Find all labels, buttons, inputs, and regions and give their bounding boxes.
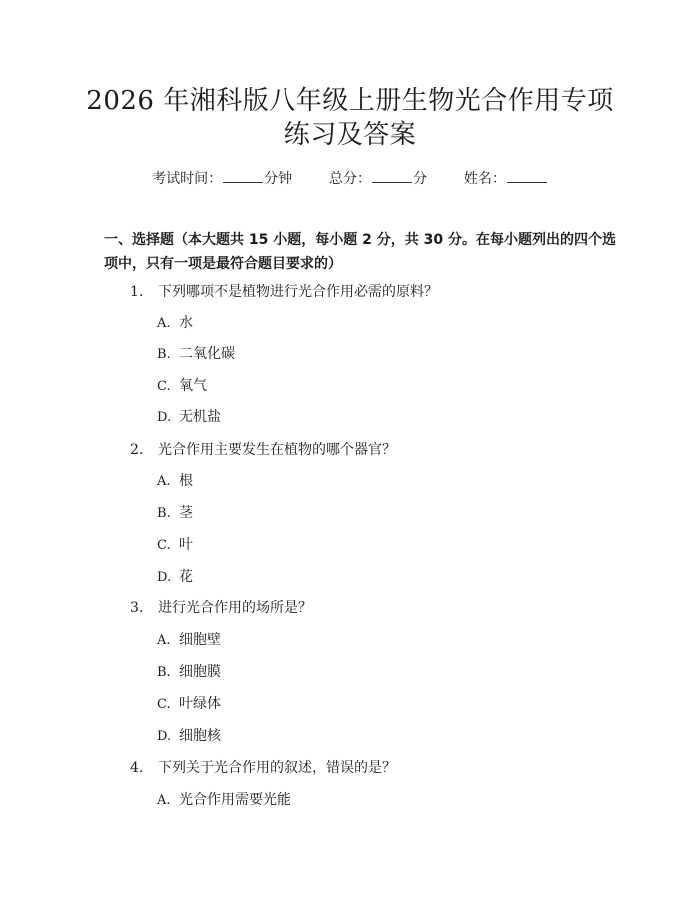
exam-meta xyxy=(0,168,700,189)
option-letter: D. xyxy=(157,410,172,425)
option-3d xyxy=(157,726,221,747)
name-label: 姓名： xyxy=(463,171,506,187)
option-letter: A. xyxy=(157,316,171,331)
option-text: 叶 xyxy=(179,537,193,553)
question-text: 下列哪项不是植物进行光合作用必需的原料？ xyxy=(158,284,438,300)
question-text: 进行光合作用的场所是？ xyxy=(158,600,312,616)
question-1 xyxy=(130,282,438,302)
question-3 xyxy=(130,598,312,618)
option-text: 花 xyxy=(179,569,193,585)
question-number: 3. xyxy=(130,600,144,616)
option-1b xyxy=(157,344,235,365)
score-label: 总分： xyxy=(329,171,371,187)
score-blank xyxy=(372,168,412,183)
time-label: 考试时间： xyxy=(152,171,223,187)
option-text: 无机盐 xyxy=(179,409,221,425)
question-number: 2. xyxy=(130,442,144,458)
option-2c xyxy=(157,535,193,556)
option-text: 茎 xyxy=(179,505,193,521)
option-letter: B. xyxy=(157,506,171,521)
option-text: 叶绿体 xyxy=(179,696,221,712)
option-2a xyxy=(157,471,193,492)
option-text: 光合作用需要光能 xyxy=(179,792,291,808)
option-letter: A. xyxy=(157,633,171,648)
score-unit: 分 xyxy=(413,171,427,187)
question-number: 4. xyxy=(130,760,144,776)
section-heading-line2: 项中，只有一项是最符合题目要求的） xyxy=(104,256,342,272)
option-1a xyxy=(157,313,193,334)
option-3a xyxy=(157,630,221,651)
option-3c xyxy=(157,694,221,715)
time-unit: 分钟 xyxy=(264,171,293,187)
option-letter: B. xyxy=(157,347,171,362)
option-text: 水 xyxy=(179,315,193,331)
question-2 xyxy=(130,440,396,460)
question-text: 下列关于光合作用的叙述，错误的是？ xyxy=(158,760,396,776)
option-4a xyxy=(157,790,291,811)
option-3b xyxy=(157,662,221,683)
page-title-line2: 练习及答案 xyxy=(283,120,417,150)
option-text: 二氧化碳 xyxy=(179,346,235,362)
option-letter: C. xyxy=(157,538,171,553)
option-1c xyxy=(157,376,207,397)
option-text: 氧气 xyxy=(179,378,207,394)
section-heading-line1: 一、选择题（本大题共 15 小题，每小题 2 分，共 30 分。在每小题列出的四个选 xyxy=(104,232,616,248)
option-letter: B. xyxy=(157,665,171,680)
option-text: 根 xyxy=(179,473,193,489)
option-text: 细胞壁 xyxy=(179,632,221,648)
time-blank xyxy=(223,168,263,183)
option-letter: D. xyxy=(157,729,172,744)
option-text: 细胞膜 xyxy=(179,664,221,680)
option-1d xyxy=(157,407,221,428)
question-number: 1. xyxy=(130,284,144,300)
option-letter: D. xyxy=(157,570,172,585)
option-letter: A. xyxy=(157,793,171,808)
page-title-line1: 2026 年湘科版八年级上册生物光合作用专项 xyxy=(86,86,614,116)
option-text: 细胞核 xyxy=(179,728,221,744)
question-text: 光合作用主要发生在植物的哪个器官？ xyxy=(158,442,396,458)
question-4 xyxy=(130,758,396,778)
option-letter: A. xyxy=(157,474,171,489)
option-letter: C. xyxy=(157,379,171,394)
name-blank xyxy=(507,168,547,183)
option-letter: C. xyxy=(157,697,171,712)
option-2d xyxy=(157,567,193,588)
option-2b xyxy=(157,503,193,524)
